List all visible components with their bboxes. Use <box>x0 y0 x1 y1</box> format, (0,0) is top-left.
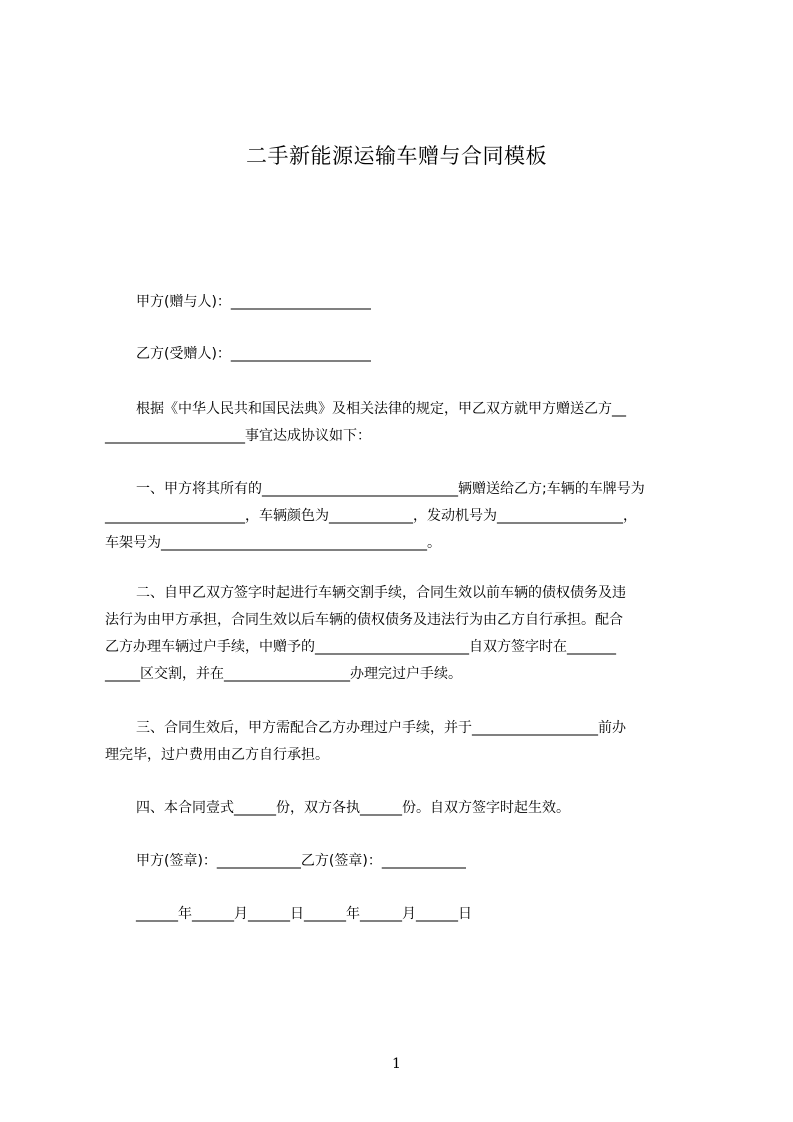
clause-1-line-2: ____________________，车辆颜色为____________，发动机号为__________________， <box>105 508 637 524</box>
document-title: 二手新能源运输车赠与合同模板 <box>246 144 547 168</box>
clause-2-line-2: 法行为由甲方承担，合同生效以后车辆的债权债务及违法行为由乙方自行承担。配合 <box>105 612 623 628</box>
preamble-line-2: ____________________事宜达成协议如下： <box>105 428 371 444</box>
party-a-line: 甲方(赠与人)：____________________ <box>136 294 371 310</box>
clause-2-line-4: _____区交割，并在__________________办理完过户手续。 <box>105 666 462 682</box>
page-number: 1 <box>392 1056 401 1072</box>
clause-1-line-1: 一、甲方将其所有的____________________________辆赠送给乙方;车辆的车牌号为 <box>136 481 645 497</box>
clause-4-line: 四、本合同壹式______份，双方各执______份。自双方签字时起生效。 <box>136 800 570 816</box>
clause-1-line-3: 车架号为______________________________________。 <box>105 535 441 551</box>
date-line: ______年______月______日______年______月______日 <box>136 906 472 922</box>
clause-3-line-2: 理完毕，过户费用由乙方自行承担。 <box>105 747 329 763</box>
clause-2-line-1: 二、自甲乙双方签字时起进行车辆交割手续，合同生效以前车辆的债权债务及违 <box>136 585 626 601</box>
clause-3-line-1: 三、合同生效后，甲方需配合乙方办理过户手续，并于__________________前办 <box>136 720 626 736</box>
signature-line: 甲方(签章)：____________乙方(签章)：____________ <box>136 853 466 869</box>
clause-2-line-3: 乙方办理车辆过户手续，中赠予的______________________自双方签字时在_______ <box>105 639 616 655</box>
party-b-line: 乙方(受赠人)：____________________ <box>136 346 371 362</box>
preamble-line-1: 根据《中华人民共和国民法典》及相关法律的规定，甲乙双方就甲方赠送乙方__ <box>136 401 626 417</box>
